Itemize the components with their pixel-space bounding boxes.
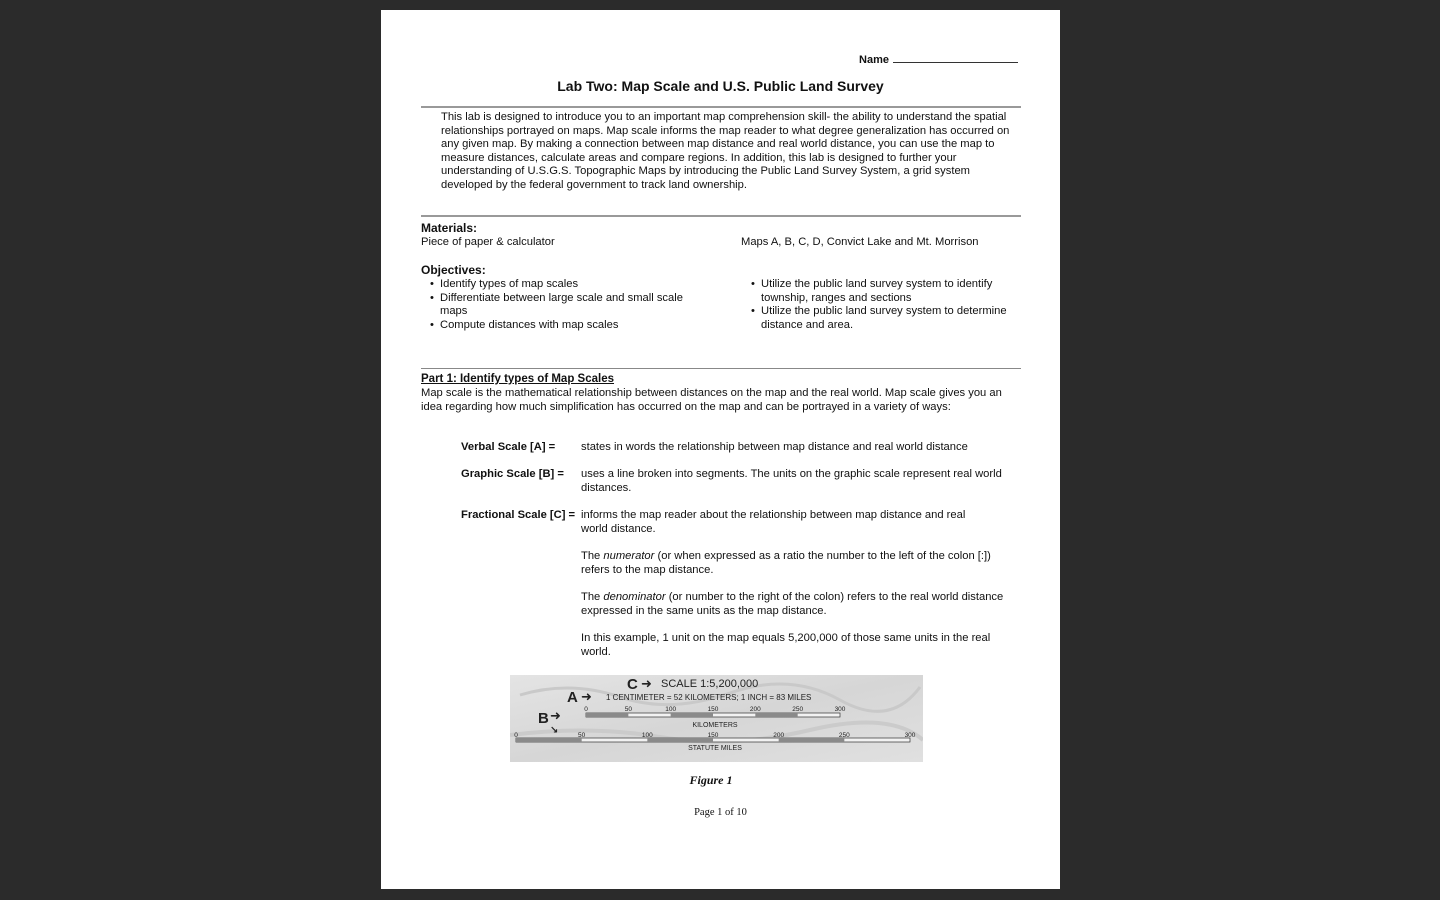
mile-tick-label: 200: [773, 732, 785, 739]
divider: [421, 368, 1021, 369]
arrow-right-icon: ➜: [581, 690, 592, 705]
kilometer-bar-segment: [755, 713, 797, 717]
divider: [421, 106, 1021, 108]
materials-heading: Materials:: [421, 221, 478, 235]
kilometer-tick-label: 100: [665, 706, 677, 713]
arrow-right-icon: ➜: [550, 709, 561, 724]
objectives-heading: Objectives:: [421, 263, 486, 277]
scale-example: In this example, 1 unit on the map equals 5,200,000 of those same units in the real world.: [581, 632, 991, 658]
verbal-scale-definition: states in words the relationship between map distance and real world distance: [581, 441, 968, 453]
page-number: Page 1 of 10: [694, 807, 747, 818]
map-scale-figure: [510, 675, 923, 762]
graphic-scale-definition: uses a line broken into segments. The units on the graphic scale represent real world distances.: [581, 468, 1002, 494]
mile-tick-label: 0: [514, 732, 518, 739]
figure-caption: Figure 1: [689, 773, 733, 787]
graphic-scale-term: Graphic Scale [B] =: [461, 468, 564, 480]
fractional-scale-marker: C: [627, 676, 638, 693]
mile-tick-label: 100: [641, 732, 653, 739]
mile-tick-label: 250: [838, 732, 850, 739]
fractional-scale-definition: informs the map reader about the relationship between map distance and real world distance.: [581, 509, 966, 535]
part1-title: Part 1: Identify types of Map Scales: [421, 373, 615, 385]
mile-scale-label: STATUTE MILES: [688, 745, 742, 752]
numerator-explanation: The numerator (or when expressed as a ratio the number to the left of the colon [:]) refers to the map distance.: [581, 550, 991, 576]
fractional-scale-term: Fractional Scale [C] =: [461, 509, 576, 521]
objectives-left-list: [421, 278, 691, 333]
kilometer-tick-label: 50: [624, 706, 632, 713]
mile-tick-label: 300: [904, 732, 916, 739]
kilometer-tick-label: 0: [584, 706, 588, 713]
kilometer-tick-label: 150: [707, 706, 719, 713]
verbal-scale-text: 1 CENTIMETER = 52 KILOMETERS; 1 INCH = 83 MILES: [606, 693, 812, 702]
kilometer-tick-label: 200: [749, 706, 761, 713]
list-item: • Differentiate between large scale and small scale maps: [421, 292, 691, 319]
mile-bar-segment: [516, 738, 582, 742]
arrow-right-icon: ➜: [641, 677, 652, 692]
document-page: [381, 10, 1060, 889]
arrow-down-right-icon: ↘: [550, 725, 559, 736]
kilometer-bar-segment: [586, 713, 628, 717]
page-title: Lab Two: Map Scale and U.S. Public Land Survey: [557, 78, 884, 94]
objectives-right-list: [742, 278, 1012, 333]
list-item: • Utilize the public land survey system to identify township, ranges and sections: [742, 278, 1012, 305]
mile-tick-label: 50: [578, 732, 586, 739]
denominator-explanation: The denominator (or number to the right of the colon) refers to the real world distance expressed in the same units as the map distance.: [581, 591, 1004, 617]
list-item: • Identify types of map scales: [421, 278, 691, 292]
mile-tick-label: 150: [707, 732, 719, 739]
kilometer-tick-label: 300: [834, 706, 846, 713]
name-field: [381, 52, 1018, 66]
list-item: • Utilize the public land survey system to determine distance and area.: [742, 305, 1012, 332]
graphic-scale-marker: B: [538, 710, 549, 727]
verbal-scale-term: Verbal Scale [A] =: [461, 441, 556, 453]
list-item: • Compute distances with map scales: [421, 319, 691, 333]
kilometer-scale-label: KILOMETERS: [692, 722, 738, 729]
kilometer-bar-segment: [671, 713, 713, 717]
name-blank-line: [893, 52, 1018, 63]
kilometer-tick-label: 250: [792, 706, 804, 713]
mile-bar-segment: [647, 738, 713, 742]
name-label: Name: [859, 54, 889, 66]
materials-right: Maps A, B, C, D, Convict Lake and Mt. Morrison: [741, 236, 979, 248]
materials-left: Piece of paper & calculator: [421, 236, 555, 248]
part1-body: Map scale is the mathematical relationship between distances on the map and the real world. Map scale gives you an idea regarding how much simplification has occurred on the map and can be portrayed in a variety of ways:: [421, 387, 1002, 413]
fractional-scale-text: SCALE 1:5,200,000: [661, 678, 759, 690]
mile-bar-segment: [779, 738, 845, 742]
verbal-scale-marker: A: [567, 689, 578, 706]
divider: [421, 215, 1021, 217]
intro-paragraph: This lab is designed to introduce you to an important map comprehension skill- the ability to understand the spatial relationships portrayed on maps. Map scale informs the map reader to what degree generalization has occurred on any given map. By making a connection between map distance and real world distance, you can use the map to measure distances, calculate areas and compare regions. In addition, this lab is designed to further your understanding of U.S.G.S. Topographic Maps by introducing the Public Land Survey System, a grid system developed by the federal government to track land ownership.: [441, 111, 1010, 191]
